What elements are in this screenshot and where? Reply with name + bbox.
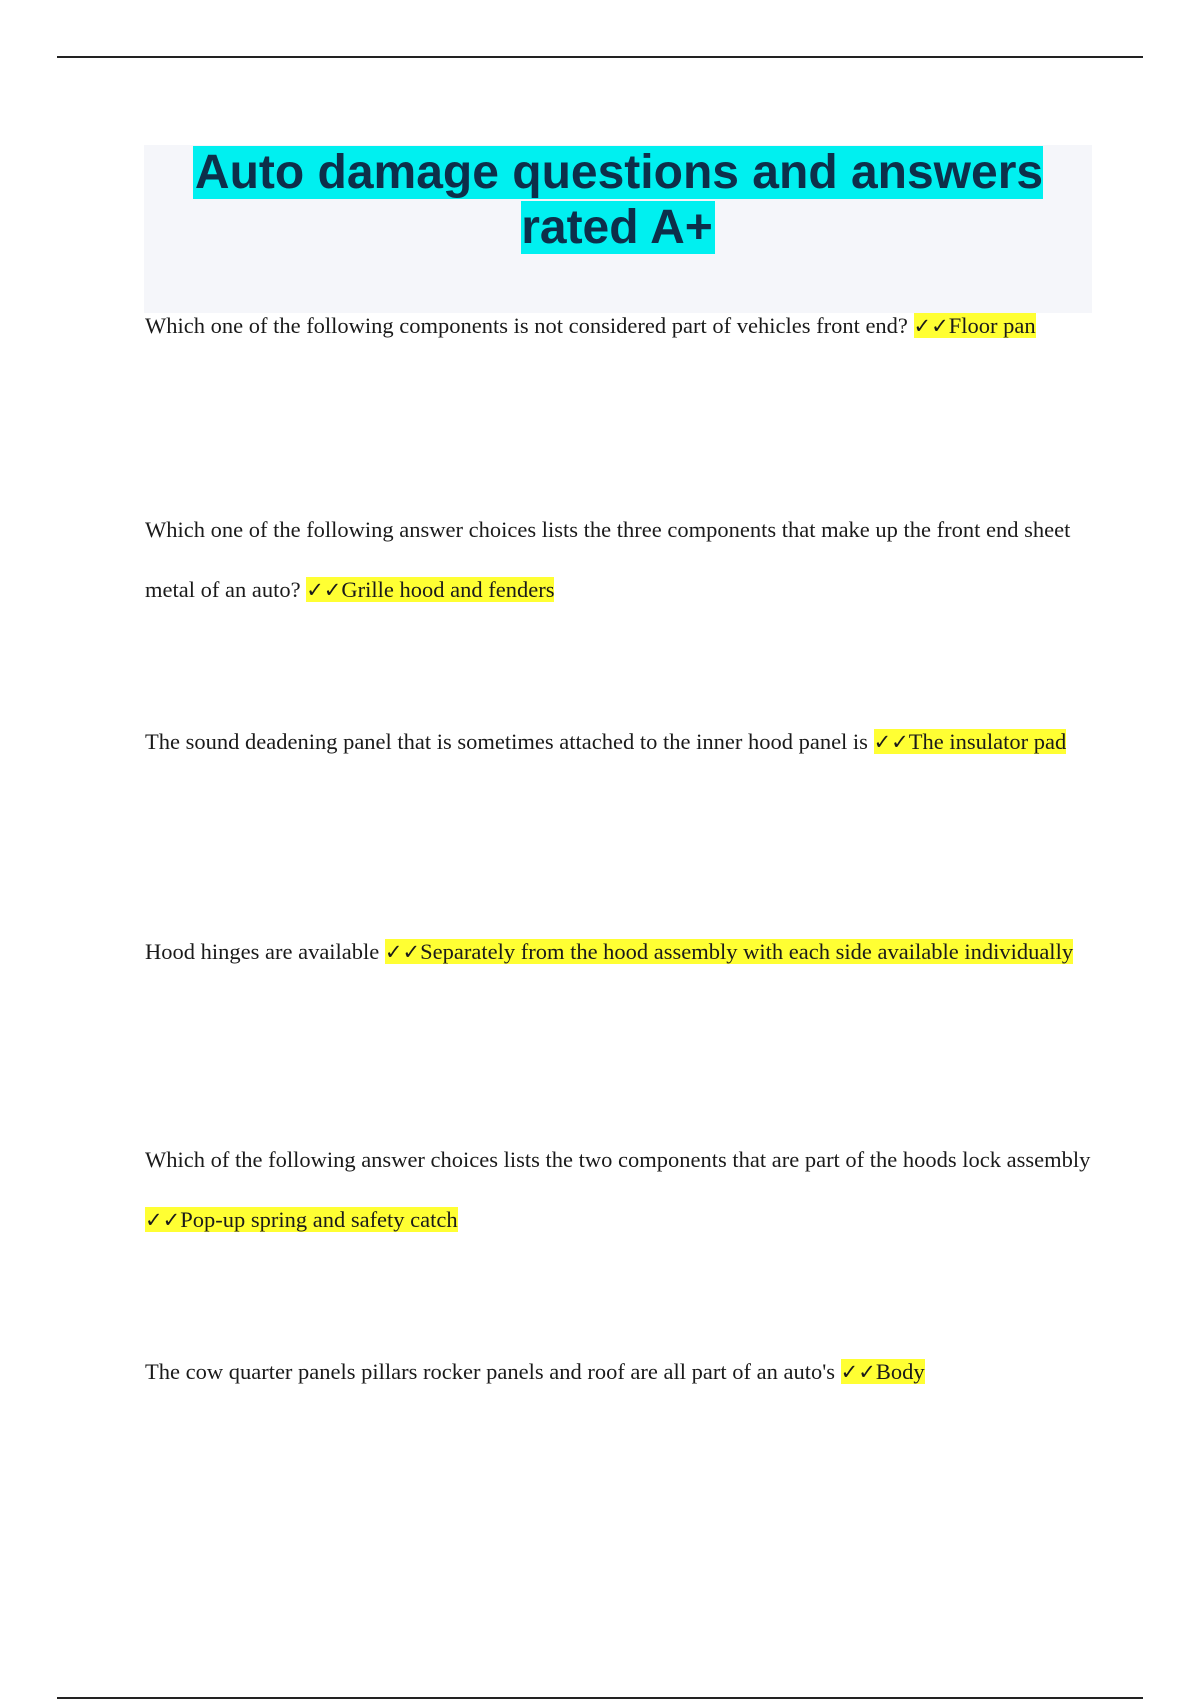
qa-item-6 xyxy=(145,1342,1095,1402)
answer-highlight xyxy=(385,939,1073,964)
answer-text: The insulator pad xyxy=(908,729,1067,754)
answer-highlight xyxy=(874,729,1067,754)
answer-text: Grille hood and fenders xyxy=(341,577,555,602)
double-check-icon: ✓✓ xyxy=(840,1360,876,1384)
question-text: Which one of the following components is not considered part of vehicles front end? xyxy=(145,313,914,338)
qa-item-2 xyxy=(145,500,1095,620)
double-check-icon: ✓✓ xyxy=(384,940,421,964)
document-title xyxy=(144,145,1092,255)
answer-highlight xyxy=(145,1207,458,1232)
answer-highlight xyxy=(841,1359,925,1384)
double-check-icon: ✓✓ xyxy=(913,314,949,338)
question-text: The cow quarter panels pillars rocker panels and roof are all part of an auto's xyxy=(145,1359,841,1384)
qa-item-3 xyxy=(145,712,1095,772)
answer-text: Separately from the hood assembly with each side available individually xyxy=(420,939,1074,964)
answer-highlight xyxy=(914,313,1036,338)
double-check-icon: ✓✓ xyxy=(145,1208,181,1232)
qa-item-5 xyxy=(145,1130,1095,1250)
title-block xyxy=(144,145,1092,313)
qa-item-4 xyxy=(145,922,1095,982)
qa-item-1 xyxy=(145,296,1095,356)
answer-text: Pop-up spring and safety catch xyxy=(180,1207,458,1232)
answer-highlight xyxy=(306,577,554,602)
question-text: The sound deadening panel that is sometimes attached to the inner hood panel is xyxy=(145,729,874,754)
double-check-icon: ✓✓ xyxy=(873,730,909,754)
question-text: Which one of the following answer choices lists the three components that make up the front end sheet metal of an auto? xyxy=(145,517,1071,602)
answer-text: Floor pan xyxy=(948,313,1036,338)
double-check-icon: ✓✓ xyxy=(306,578,342,602)
document-title-text: Auto damage questions and answers rated A+ xyxy=(194,146,1044,254)
question-text: Which of the following answer choices lists the two components that are part of the hoods lock assembly xyxy=(145,1147,1091,1172)
question-text: Hood hinges are available xyxy=(145,939,385,964)
bottom-rule xyxy=(57,1697,1143,1699)
top-rule xyxy=(57,56,1143,58)
answer-text: Body xyxy=(875,1359,925,1384)
